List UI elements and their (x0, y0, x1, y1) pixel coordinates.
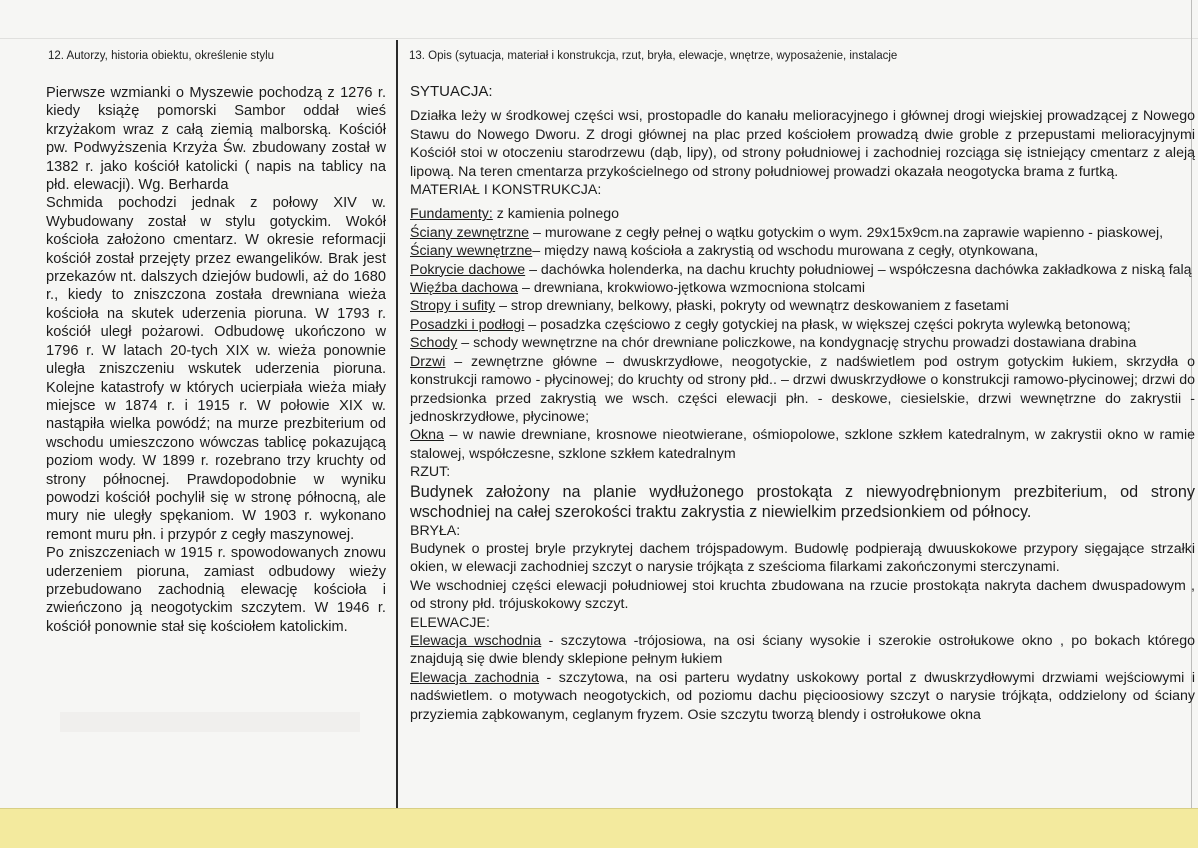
material-label: Schody (410, 335, 458, 352)
material-text: – dachówka holenderka, na dachu kruchty południowej – współczesna dachówka zakładkowa z niską falą (525, 261, 1192, 278)
sytuacja-text: Działka leży w środkowej części wsi, prostopadle do kanału melioracyjnego i głównej drogi wiejskiej prowadzącej z Nowego Stawu do Nowego Dworu. Z drogi głównej na plac przed kościołem prowadzą dwie groble z przepustami melioracyjnymi Kościół stoi w otoczeniu starodrzewu (dąb, lipy), od strony południowej i zachodniej rozciąga się istniejący cmentarz z aleją lipową. Na teren cmentarza przykościelnego od strony południowej prowadzi okazała neogotycka brama z furtką. (410, 108, 1195, 180)
rzut-text: Budynek założony na planie wydłużonego prostokąta z niewyodrębnionym prezbiterium, od strony wschodniej na całej szerokości traktu zakrystia z niewielkim przedsionkiem od północy. (410, 482, 1195, 521)
material-text: z kamienia polnego (492, 206, 620, 223)
material-item (410, 242, 1195, 260)
material-text: – schody wewnętrzne na chór drewniane policzkowe, na kondygnację strychu prowadzi dostawiana drabina (457, 335, 1137, 352)
elewacja-text: - szczytowa -trójosiowa, na osi ściany wysokie i szerokie ostrołukowe okno , po bokach którego znajdują się dwie blendy sklepione pełnym łukiem (410, 632, 1195, 668)
elewacja-label: Elewacja wschodnia (410, 632, 542, 649)
top-rule (0, 38, 1198, 39)
material-label: Więźba dachowa (410, 280, 519, 297)
elewacje-heading: ELEWACJE: (410, 614, 490, 631)
material-text: – drewniana, krokwiowo-jętkowa wzmocniona stolcami (518, 280, 865, 297)
elewacja-item (410, 632, 1195, 669)
history-column (46, 84, 386, 636)
material-item (410, 334, 1195, 352)
rzut-heading: RZUT: (410, 464, 451, 481)
material-item (410, 353, 1195, 427)
material-item (410, 224, 1195, 242)
material-text: – posadzka częściowo z cegły gotyckiej na płask, w większej części pokryta wylewką betonową; (524, 316, 1131, 333)
material-text: – między nawą kościoła a zakrystią od wschodu murowana z cegły, otynkowana, (532, 243, 1039, 260)
material-label: Stropy i sufity (410, 298, 496, 315)
material-label: Drzwi (410, 353, 446, 370)
scan-smudge (60, 712, 360, 732)
material-label: Pokrycie dachowe (410, 261, 526, 278)
scanner-yellow-strip (0, 808, 1198, 848)
elewacja-item (410, 669, 1195, 724)
bryla-text: We wschodniej części elewacji południowej stoi kruchta zbudowana na rzucie prostokąta nakryta dachem dwuspadowym , od strony płd. trójuskokowy szczyt. (410, 577, 1195, 613)
bryla-text: Budynek o prostej bryle przykrytej dachem trójspadowym. Budowlę podpierają dwuuskokowe przypory sięgające strzałki okien, w elewacji zachodniej szczyt o narysie trójkąta z sześcioma filarkami zakończonymi sterczynami. (410, 540, 1195, 576)
material-text: – zewnętrzne główne – dwuskrzydłowe, neogotyckie, z nadświetlem pod ostrym gotyckim łukiem, skrzydła o konstrukcji ramowo - płycinowej; do kruchty od strony płd.. – drzwi dwuskrzydłowe o konstrukcji ramowo-płycinowej; drzwi do przedsionka przed zakrystią we wsch. części elewacji płn. - deskowe, ciesielskie, drzwi wewnętrzne do zakrystii - jednoskrzydłowe, płycinowe; (410, 353, 1195, 425)
history-paragraph: Pierwsze wzmianki o Myszewie pochodzą z 1276 r. kiedy książę pomorski Sambor oddał wieś krzyżakom wraz z całą ziemią malborską. Kościół pw. Podwyższenia Krzyża Św. zbudowany został w 1382 r. jako kościół katolicki ( napis na tablicy na płd. elewacji). Wg. Berharda (46, 85, 386, 194)
material-label: Ściany wewnętrzne (410, 243, 533, 260)
material-label: Posadzki i podłogi (410, 316, 525, 333)
material-label: Okna (410, 427, 444, 444)
material-item (410, 205, 1195, 223)
material-item (410, 261, 1195, 279)
section-13-header: 13. Opis (sytuacja, materiał i konstrukcja, rzut, bryła, elewacje, wnętrze, wyposażenie, instalacje (409, 50, 898, 62)
material-item (410, 426, 1195, 463)
material-item (410, 297, 1195, 315)
material-text: – strop drewniany, belkowy, płaski, pokryty od wewnątrz deskowaniem z fasetami (495, 298, 1009, 315)
description-column (410, 83, 1195, 724)
sytuacja-heading: SYTUACJA: (410, 83, 493, 100)
material-label: Fundamenty: (410, 206, 493, 223)
material-item (410, 279, 1195, 297)
column-divider (396, 40, 398, 808)
section-12-header: 12. Autorzy, historia obiektu, określenie stylu (48, 50, 275, 62)
bryla-heading: BRYŁA: (410, 522, 461, 539)
material-text: – murowane z cegły pełnej o wątku gotyckim o wym. 29x15x9cm.na zaprawie wapienno - piaskowej, (529, 224, 1164, 241)
elewacja-text: - szczytowa, na osi parteru wydatny uskokowy portal z dwuskrzydłowymi drzwiami wejściowymi i nadświetlem. o motywach neogotyckich, od poziomu dachu pięcioosiowy szczyt o narysie trójkąta, oddzielony od ściany przyziemia ząbkowanym, ceglanym fryzem. Osie szczytu tworzą blendy i ostrołukowe okna (410, 669, 1195, 723)
history-paragraph: Po zniszczeniach w 1915 r. spowodowanych znowu uderzeniem pioruna, zamiast odbudowy wieży przebudowano zachodnią elewację kościoła i zwieńczono ją neogotyckim szczytem. W 1946 r. kościół ponownie stał się kościołem katolickim. (46, 545, 386, 635)
history-paragraph: Schmida pochodzi jednak z połowy XIV w. Wybudowany został w stylu gotyckim. Wokół kościoła założono cmentarz. W okresie reformacji kościół został przejęty przez ewangelików. Brak jest przekazów nt. dalszych dziejów budowli, aż do 1680 r., kiedy to zniszczona została drewniana wieża kościoła na skutek uderzenia pioruna. W 1793 r. kościół uległ pożarowi. Odbudowę ukończono w 1796 r. W latach 20-tych XIX w. wieża ponownie uległa zniszczeniu wskutek uderzenia pioruna. Kolejne katastrofy w których ucierpiała wieża miały miejsce w 1874 r. i 1915 r. W połowie XIX w. nastąpiła wielka powódź; na murze prezbiterium od wschodu umieszczono wówczas tablicę pokazującą poziom wody. W 1899 r. rozebrano trzy kruchty od strony północnej. Prawdopodobnie w wyniku powodzi kościół pochylił się w stronę północną, ale mury nie uległy spękaniom. W 1903 r. wykonano remont muru płn. i przypór z cegły maszynowej. (46, 195, 386, 543)
material-label: Ściany zewnętrzne (410, 224, 530, 241)
elewacja-label: Elewacja zachodnia (410, 669, 539, 686)
material-heading: MATERIAŁ I KONSTRUKCJA: (410, 182, 602, 199)
material-item (410, 316, 1195, 334)
material-text: – w nawie drewniane, krosnowe nieotwierane, ośmiopolowe, szklone szkłem katedralnym, w zakrystii okno w ramie stalowej, współczesne, szklone szkłem katedralnym (410, 427, 1195, 462)
